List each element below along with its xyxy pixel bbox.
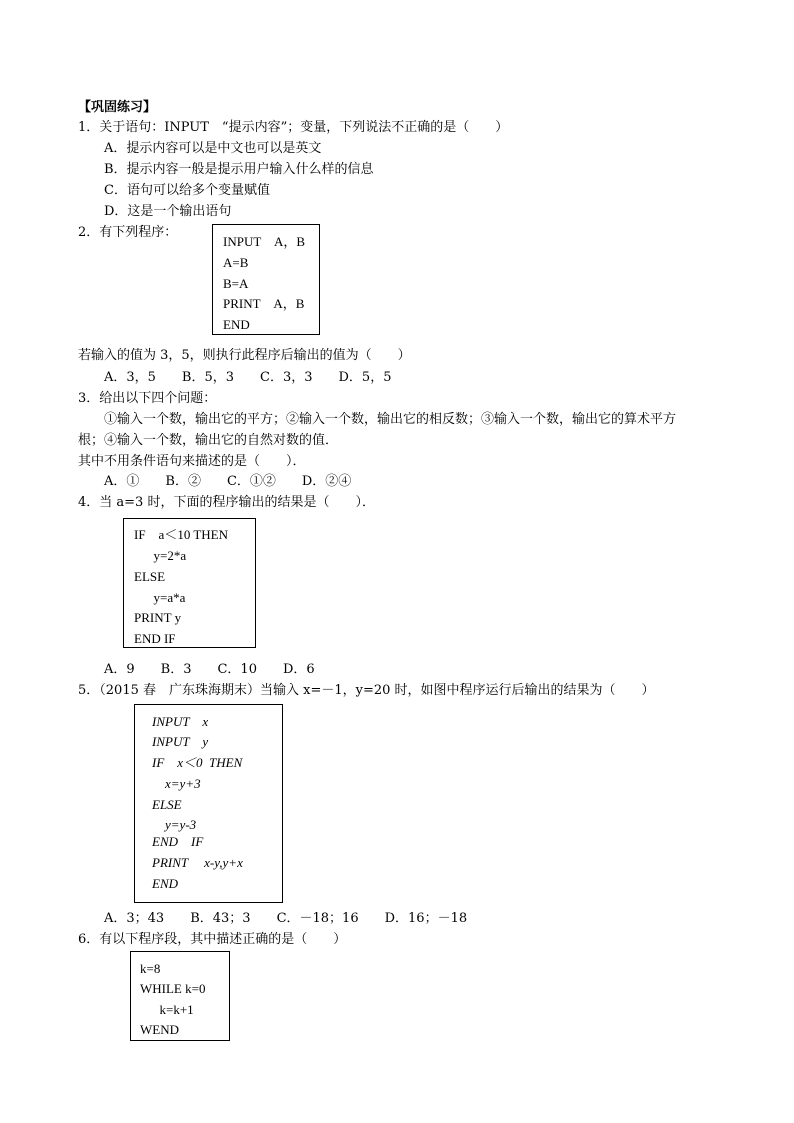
code-line: END IF	[152, 834, 204, 849]
q4-options: A．9 B．3 C．10 D．6	[104, 662, 315, 677]
code-line: x=y+3	[152, 776, 201, 791]
q5-options: A．3；43 B．43；3 C．－18；16 D．16；－18	[104, 911, 468, 926]
code-line: B=A	[223, 276, 249, 291]
q3-line3: 其中不用条件语句来描述的是（ ）．	[78, 454, 306, 469]
q3-options: A．① B．② C．①② D．②④	[104, 474, 352, 489]
q5-stem: 5．（2015 春 广东珠海期末）当输入 x=－1，y=20 时，如图中程序运行后输出的结果为（ ）	[78, 683, 655, 698]
q6-stem: 6．有以下程序段，其中描述正确的是（ ）	[78, 932, 347, 947]
q5-code-box	[134, 704, 283, 903]
q3-line2: 根；④输入一个数，输出它的自然对数的值．	[78, 433, 339, 448]
code-line: y=a*a	[134, 590, 186, 605]
code-line: PRINT x-y,y+x	[152, 855, 243, 870]
q2-code-box	[212, 224, 320, 335]
code-line: ELSE	[152, 797, 182, 812]
code-line: IF x＜0 THEN	[152, 755, 243, 770]
q2-stem: 2．有下列程序：	[78, 225, 178, 240]
code-line: PRINT A，B	[223, 296, 305, 311]
q1-option-d: D．这是一个输出语句	[104, 204, 232, 219]
code-line: k=8	[140, 961, 161, 976]
code-line: END IF	[134, 631, 176, 646]
q1-stem: 1．关于语句：INPUT “提示内容”；变量，下列说法不正确的是（ ）	[78, 120, 509, 135]
q2-follow: 若输入的值为 3，5，则执行此程序后输出的值为（ ）	[78, 348, 411, 363]
q3-line1: ①输入一个数，输出它的平方；②输入一个数，输出它的相反数；③输入一个数，输出它的算术平方	[104, 412, 677, 427]
q4-code-box	[123, 518, 256, 648]
code-line: PRINT y	[134, 610, 182, 625]
section-title: 【巩固练习】	[78, 100, 157, 115]
code-line: A=B	[223, 255, 249, 270]
q6-code-box	[130, 951, 230, 1041]
code-line: WHILE k=0	[140, 981, 206, 996]
q1-option-c: C．语句可以给多个变量赋值	[104, 183, 270, 198]
code-line: IF a＜10 THEN	[134, 527, 229, 542]
code-line: k=k+1	[140, 1002, 194, 1017]
code-line: INPUT x	[152, 714, 209, 729]
q1-option-a: A．提示内容可以是中文也可以是英文	[104, 141, 322, 156]
code-line: ELSE	[134, 569, 166, 584]
q4-stem: 4．当 a=3 时，下面的程序输出的结果是（ ）．	[78, 495, 375, 510]
code-line: INPUT A，B	[223, 234, 306, 249]
q1-option-b: B．提示内容一般是提示用户输入什么样的信息	[104, 162, 374, 177]
code-line: INPUT y	[152, 734, 209, 749]
code-line: WEND	[140, 1022, 179, 1037]
q3-stem: 3．给出以下四个问题：	[78, 391, 217, 406]
code-line: y=y-3	[152, 817, 197, 832]
code-line: y=2*a	[134, 548, 187, 563]
q2-options: A．3，5 B．5，3 C．3，3 D．5，5	[104, 370, 392, 385]
code-line: END	[223, 317, 250, 332]
code-line: END	[152, 876, 178, 891]
